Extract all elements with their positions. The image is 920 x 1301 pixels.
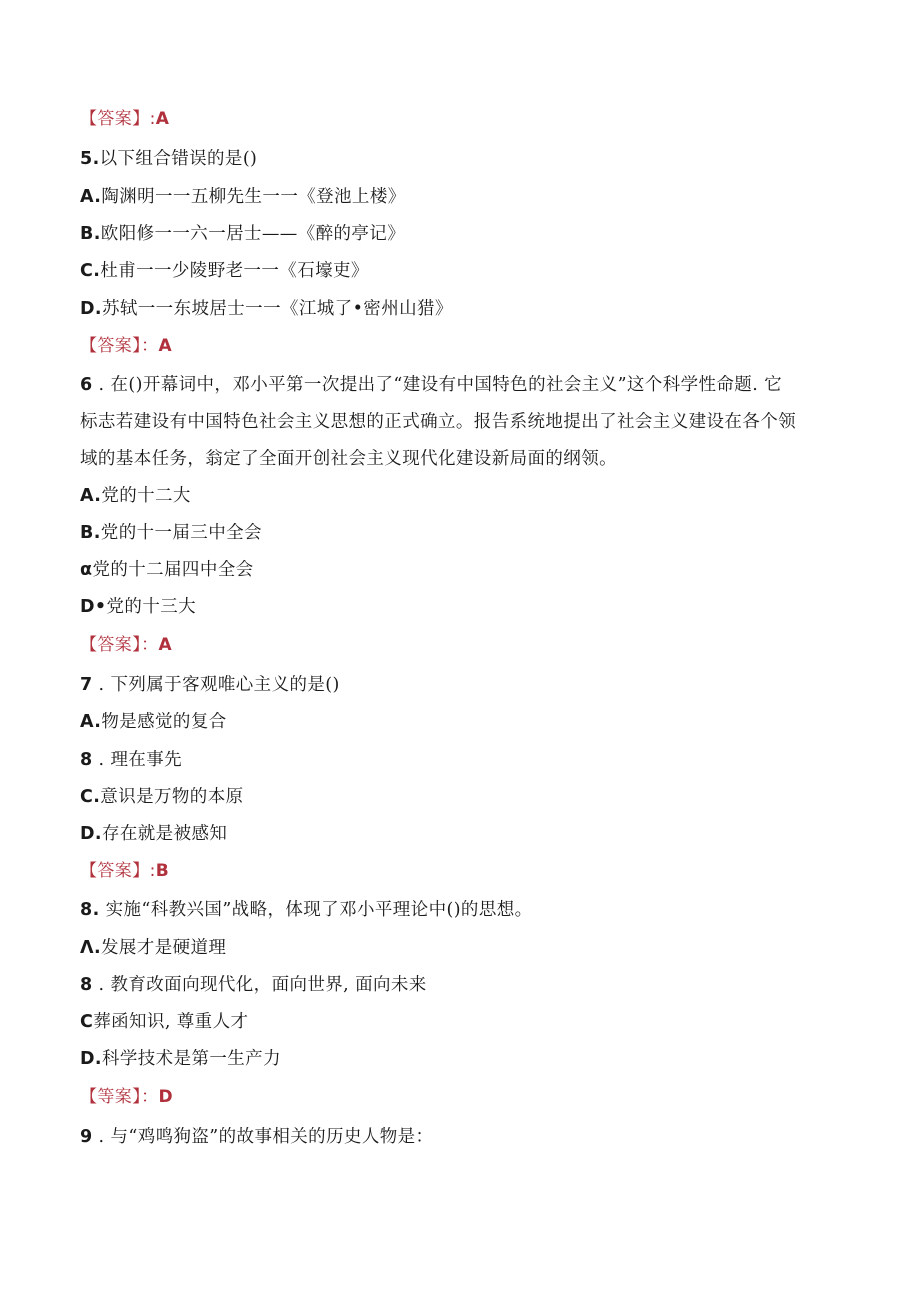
- option-text: 党的十三大: [106, 597, 197, 617]
- option-label: 8: [80, 750, 93, 770]
- option-text: 科学技术是第一生产力: [101, 1049, 281, 1069]
- answer-separator: ：: [141, 1087, 159, 1107]
- option-text: 物是感觉的复合: [101, 712, 227, 732]
- option-label: D.: [80, 824, 102, 844]
- question-number: 8.: [80, 900, 100, 920]
- question-6-line-1: [80, 373, 782, 397]
- question-6-line-3: [80, 447, 617, 471]
- question-text: 域的基本任务，翁定了全面开创社会主义现代化建设新局面的纲领。: [80, 449, 617, 469]
- question-number: 5.: [80, 149, 100, 169]
- option-label: A.: [80, 486, 102, 506]
- option-c: [80, 785, 244, 809]
- question-5: [80, 147, 257, 171]
- answer-label: 【等案】: [80, 1087, 142, 1107]
- question-7: [80, 673, 340, 697]
- answer-label: 【答案】: [80, 336, 142, 356]
- question-number: 9: [80, 1127, 93, 1147]
- option-d: [80, 297, 453, 321]
- answer-value: B: [155, 861, 170, 881]
- question-text: 标志若建设有中国特色社会主义思想的正式确立。报告系统地提出了社会主义建设在各个领: [80, 412, 796, 432]
- question-9: [80, 1125, 433, 1149]
- answer-separator: ：: [141, 336, 159, 356]
- option-text: 杜甫一一少陵野老一一《石壕吏》: [100, 261, 369, 281]
- option-text: 党的十二届四中全会: [92, 560, 254, 580]
- question-text: . 与“鸡鸣狗盗”的故事相关的历史人物是：: [92, 1127, 434, 1147]
- question-text: 实施“科教兴国”战略，体现了邓小平理论中()的思想。: [99, 900, 533, 920]
- option-label: A.: [80, 187, 102, 207]
- option-c: [80, 558, 254, 582]
- option-text: 葬函知识, 尊重人才: [93, 1012, 249, 1032]
- option-label: C: [80, 1012, 94, 1032]
- answer-line: [80, 859, 169, 883]
- answer-value: A: [158, 635, 173, 655]
- option-b: [80, 222, 405, 246]
- option-label: C.: [80, 261, 101, 281]
- option-text: 苏轼一一东坡居士一一《江城了•密州山猎》: [101, 299, 453, 319]
- option-text: 党的十一届三中全会: [100, 523, 262, 543]
- option-text: 欧阳修一一六一居士——《醉的亭记》: [100, 224, 406, 244]
- option-text: 党的十二大: [101, 486, 191, 506]
- option-label: B.: [80, 523, 101, 543]
- answer-label: 【答案】: [80, 635, 142, 655]
- answer-line: [80, 107, 169, 131]
- answer-label: 【答案】: [80, 861, 150, 881]
- option-label: D.: [80, 299, 102, 319]
- option-a: [80, 710, 227, 734]
- question-8: [80, 898, 533, 922]
- answer-line: [80, 633, 172, 657]
- option-label: A.: [80, 712, 102, 732]
- option-d: [80, 1047, 281, 1071]
- answer-separator: :: [149, 109, 156, 129]
- option-b: [80, 748, 182, 772]
- question-number: 6: [80, 375, 93, 395]
- question-6-line-2: [80, 410, 796, 434]
- option-b: [80, 521, 262, 545]
- question-text: . 下列属于客观唯心主义的是(): [92, 675, 340, 695]
- option-label: 8: [80, 975, 93, 995]
- option-label: D.: [80, 1049, 102, 1069]
- option-d: [80, 822, 227, 846]
- answer-separator: :: [149, 861, 156, 881]
- answer-value: A: [155, 109, 170, 129]
- question-text: 以下组合错误的是(): [99, 149, 258, 169]
- answer-separator: ：: [141, 635, 159, 655]
- option-a: [80, 484, 191, 508]
- answer-value: D: [158, 1087, 174, 1107]
- answer-value: A: [158, 336, 173, 356]
- answer-line: [80, 1085, 173, 1109]
- option-d: [80, 595, 196, 619]
- question-text: . 在()开幕词中，邓小平第一次提出了“建设有中国特色的社会主义”这个科学性命题. 它: [92, 375, 783, 395]
- option-c: [80, 1010, 248, 1034]
- option-label: α: [80, 560, 93, 580]
- option-text: 陶渊明一一五柳先生一一《登池上楼》: [101, 187, 406, 207]
- option-text: 发展才是硬道理: [101, 938, 227, 958]
- option-text: 存在就是被感知: [101, 824, 228, 844]
- option-label: D•: [80, 597, 107, 617]
- option-text: . 理在事先: [92, 750, 183, 770]
- option-c: [80, 259, 369, 283]
- option-a: [80, 936, 226, 960]
- option-label: B.: [80, 224, 101, 244]
- option-text: 意识是万物的本原: [100, 787, 244, 807]
- option-label: Λ.: [80, 938, 101, 958]
- option-text: . 教育改面向现代化，面向世界, 面向未来: [92, 975, 427, 995]
- answer-line: [80, 334, 172, 358]
- option-a: [80, 185, 406, 209]
- option-b: [80, 973, 427, 997]
- option-label: C.: [80, 787, 101, 807]
- answer-label: 【答案】: [80, 109, 150, 129]
- question-number: 7: [80, 675, 93, 695]
